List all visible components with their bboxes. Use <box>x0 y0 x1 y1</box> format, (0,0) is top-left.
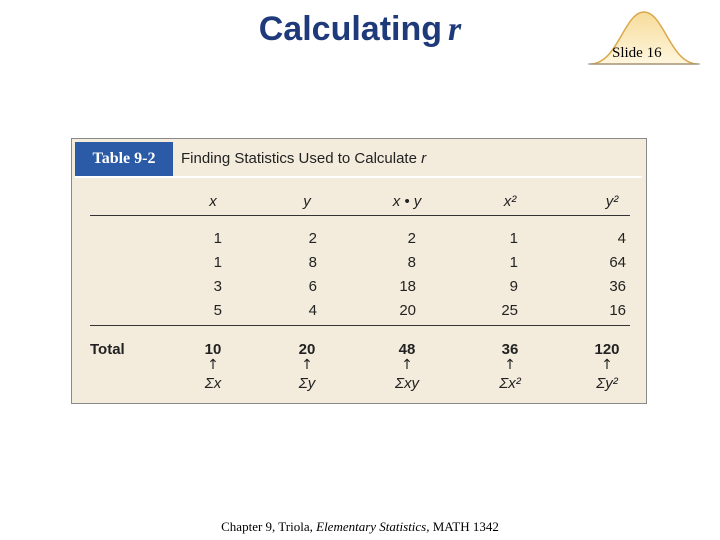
column-header-x-squared: x² <box>503 193 517 210</box>
up-arrow-icon: ↑ <box>601 357 613 373</box>
column-header-x: x <box>209 193 217 210</box>
up-arrow-icon: ↑ <box>504 357 516 373</box>
column-header-y: y <box>303 193 311 210</box>
header-rule <box>90 215 630 216</box>
total-x: 10 <box>204 341 222 358</box>
total-x-squared: 36 <box>501 341 519 358</box>
sum-x-squared-label: Σx² <box>499 375 521 392</box>
table-cell: 3 <box>213 278 222 295</box>
footer-suffix: , MATH 1342 <box>426 519 499 534</box>
footer-book-title: Elementary Statistics <box>316 519 427 534</box>
table-cell: 5 <box>213 302 222 319</box>
sum-y-squared-label: Σy² <box>596 375 618 392</box>
table-cell: 8 <box>308 254 317 271</box>
table-caption <box>181 142 426 176</box>
table-cell: 18 <box>399 278 416 295</box>
total-xy: 48 <box>398 341 416 358</box>
table-cell: 2 <box>407 230 416 247</box>
slide-title-variable: r <box>448 11 462 48</box>
total-y-squared: 120 <box>594 341 620 358</box>
table-cell: 64 <box>609 254 626 271</box>
total-y: 20 <box>298 341 316 358</box>
table-cell: 2 <box>308 230 317 247</box>
table-cell: 6 <box>308 278 317 295</box>
table-cell: 9 <box>509 278 518 295</box>
slide-number: Slide 16 <box>612 45 662 61</box>
column-header-xy: x • y <box>392 193 422 210</box>
table-header-bar <box>75 142 642 178</box>
slide-title-text: Calculating <box>258 10 442 48</box>
footer-citation <box>0 519 720 535</box>
table-cell: 4 <box>308 302 317 319</box>
column-header-y-squared: y² <box>605 193 619 210</box>
total-label: Total <box>90 341 125 358</box>
table-tag: Table 9-2 <box>75 142 173 176</box>
table-cell: 1 <box>509 254 518 271</box>
table-cell: 1 <box>213 254 222 271</box>
statistics-table <box>71 138 647 404</box>
slide-title <box>230 10 490 49</box>
up-arrow-icon: ↑ <box>401 357 413 373</box>
table-cell: 36 <box>609 278 626 295</box>
table-cell: 16 <box>609 302 626 319</box>
table-cell: 1 <box>509 230 518 247</box>
table-caption-variable: r <box>421 150 427 167</box>
table-cell: 20 <box>399 302 416 319</box>
table-cell: 1 <box>213 230 222 247</box>
sum-x-label: Σx <box>204 375 222 392</box>
sum-xy-label: Σxy <box>395 375 419 392</box>
table-cell: 25 <box>501 302 518 319</box>
total-rule <box>90 325 630 326</box>
table-cell: 4 <box>617 230 626 247</box>
table-caption-text: Finding Statistics Used to Calculate <box>181 150 417 167</box>
up-arrow-icon: ↑ <box>207 357 219 373</box>
footer-prefix: Chapter 9, Triola, <box>221 519 313 534</box>
up-arrow-icon: ↑ <box>301 357 313 373</box>
sum-y-label: Σy <box>298 375 316 392</box>
table-cell: 8 <box>407 254 416 271</box>
